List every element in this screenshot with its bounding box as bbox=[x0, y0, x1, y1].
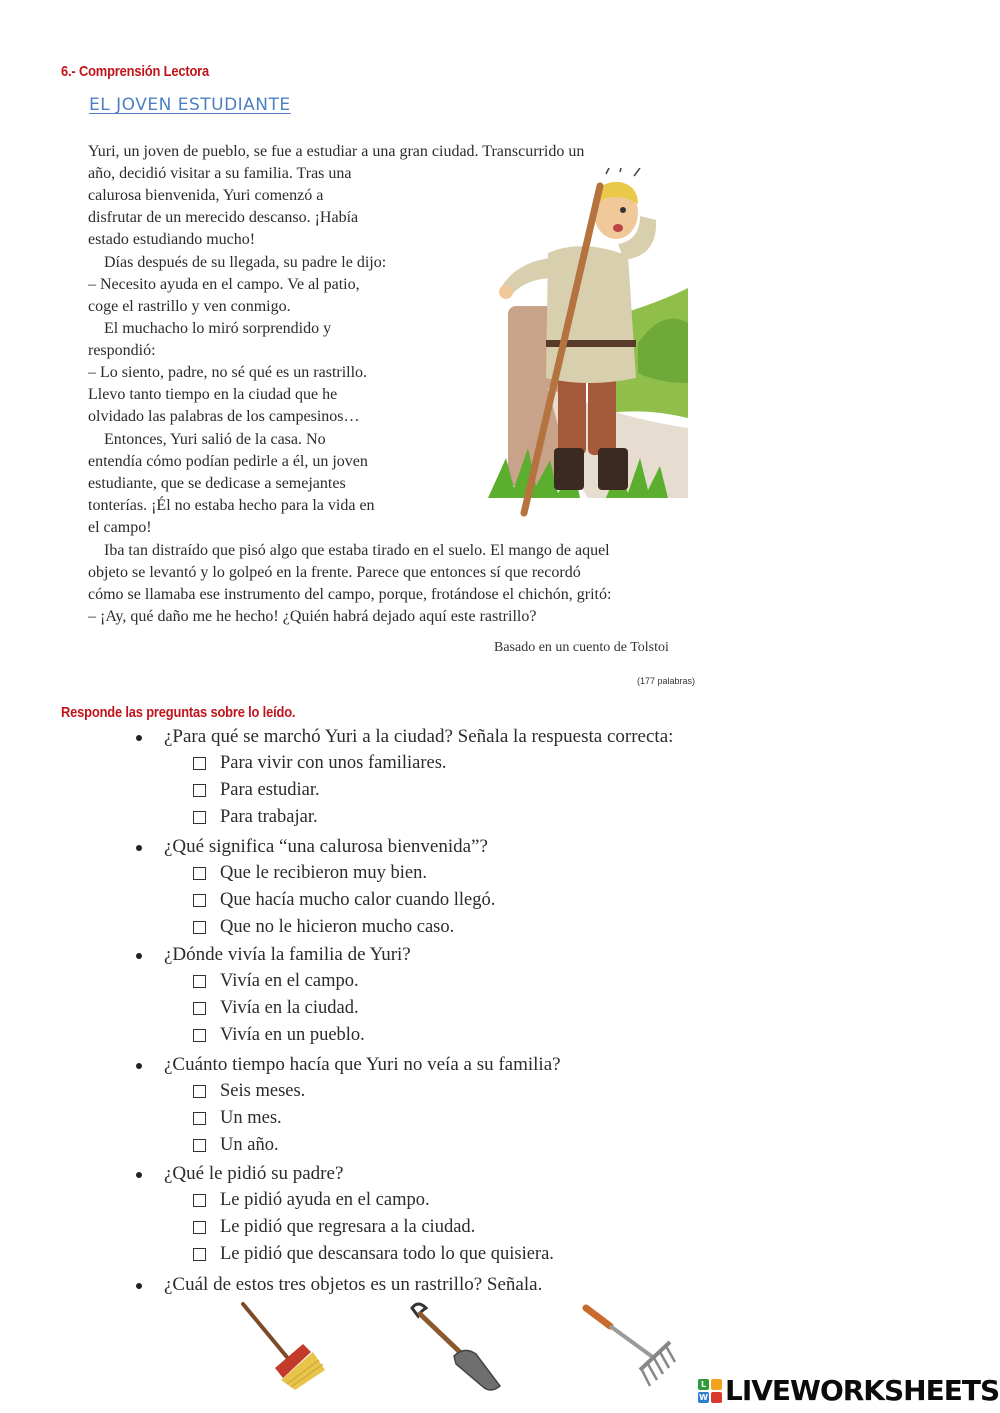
question-text: ¿Cuánto tiempo hacía que Yuri no veía a su familia? bbox=[164, 1054, 561, 1075]
option-label: Le pidió ayuda en el campo. bbox=[220, 1190, 430, 1210]
option-label: Un año. bbox=[220, 1135, 279, 1156]
question-text: ¿Qué le pidió su padre? bbox=[164, 1163, 344, 1184]
story-line: – Necesito ayuda en el campo. Ve al patio, bbox=[88, 276, 360, 293]
story-line: Llevo tanto tiempo en la ciudad que he bbox=[88, 386, 338, 403]
bullet-icon bbox=[136, 845, 142, 851]
story-line: Días después de su llegada, su padre le dijo: bbox=[104, 254, 387, 271]
question-text: ¿Cuál de estos tres objetos es un rastrillo? Señala. bbox=[164, 1274, 543, 1295]
checkbox[interactable] bbox=[193, 867, 206, 880]
yuri-illustration bbox=[488, 168, 688, 523]
story-line: el campo! bbox=[88, 519, 152, 536]
word-count: (177 palabras) bbox=[637, 676, 696, 686]
bullet-icon bbox=[136, 1283, 142, 1289]
checkbox[interactable] bbox=[193, 811, 206, 824]
option-label: Le pidió que descansara todo lo que quisiera. bbox=[220, 1244, 554, 1265]
story-line: objeto se levantó y lo golpeó en la frente. Parece que entonces sí que recordó bbox=[88, 564, 581, 581]
section-title: 6.- Comprensión Lectora bbox=[61, 63, 210, 80]
question-text: ¿Para qué se marchó Yuri a la ciudad? Señala la respuesta correcta: bbox=[164, 726, 674, 747]
checkbox[interactable] bbox=[193, 1248, 206, 1261]
broom-icon[interactable] bbox=[235, 1298, 330, 1393]
option-label: Que no le hicieron mucho caso. bbox=[220, 917, 455, 938]
rake-icon[interactable] bbox=[586, 1308, 675, 1386]
story-line: – ¡Ay, qué daño me he hecho! ¿Quién habrá dejado aquí este rastrillo? bbox=[88, 608, 537, 625]
option-label: Seis meses. bbox=[220, 1081, 306, 1101]
logo-grid-icon: L W bbox=[698, 1379, 722, 1403]
option-label: Que hacía mucho calor cuando llegó. bbox=[220, 890, 496, 911]
story-line: cómo se llamaba ese instrumento del campo, porque, frotándose el chichón, gritó: bbox=[88, 586, 612, 603]
story-line: Iba tan distraído que pisó algo que estaba tirado en el suelo. El mango de aquel bbox=[104, 542, 610, 559]
questions-prompt: Responde las preguntas sobre lo leído. bbox=[61, 704, 296, 721]
checkbox[interactable] bbox=[193, 1221, 206, 1234]
option-label: Le pidió que regresara a la ciudad. bbox=[220, 1217, 476, 1238]
story-line: Entonces, Yuri salió de la casa. No bbox=[104, 431, 326, 448]
story-title: EL JOVEN ESTUDIANTE bbox=[89, 95, 291, 115]
question-text: ¿Qué significa “una calurosa bienvenida”? bbox=[164, 836, 488, 857]
story-line: coge el rastrillo y ven conmigo. bbox=[88, 298, 291, 315]
option-label: Para trabajar. bbox=[220, 807, 318, 828]
checkbox[interactable] bbox=[193, 1085, 206, 1098]
checkbox[interactable] bbox=[193, 921, 206, 934]
bullet-icon bbox=[136, 953, 142, 959]
story-line: olvidado las palabras de los campesinos… bbox=[88, 408, 360, 425]
checkbox[interactable] bbox=[193, 1194, 206, 1207]
option-label: Vivía en el campo. bbox=[220, 971, 359, 991]
checkbox[interactable] bbox=[193, 1029, 206, 1042]
story-line: Yuri, un joven de pueblo, se fue a estudiar a una gran ciudad. Transcurrido un bbox=[88, 143, 585, 160]
checkbox[interactable] bbox=[193, 1112, 206, 1125]
story-line: entendía cómo podían pedirle a él, un joven bbox=[88, 453, 368, 470]
story-line: calurosa bienvenida, Yuri comenzó a bbox=[88, 187, 324, 204]
story-line: – Lo siento, padre, no sé qué es un rastrillo. bbox=[88, 364, 368, 381]
checkbox[interactable] bbox=[193, 784, 206, 797]
option-label: Que le recibieron muy bien. bbox=[220, 863, 428, 883]
checkbox[interactable] bbox=[193, 975, 206, 988]
option-label: Para vivir con unos familiares. bbox=[220, 753, 447, 773]
bullet-icon bbox=[136, 1172, 142, 1178]
liveworksheets-logo bbox=[698, 1375, 998, 1407]
story-line: tonterías. ¡Él no estaba hecho para la vida en bbox=[88, 497, 375, 514]
bullet-icon bbox=[136, 1063, 142, 1069]
logo-wordmark: LIVEWORKSHEETS bbox=[725, 1374, 1000, 1407]
checkbox[interactable] bbox=[193, 757, 206, 770]
story-line: disfrutar de un merecido descanso. ¡Había bbox=[88, 209, 359, 226]
story-line: estudiante, que se dedicase a semejantes bbox=[88, 475, 346, 492]
option-label: Para estudiar. bbox=[220, 780, 320, 801]
question-text: ¿Dónde vivía la familia de Yuri? bbox=[164, 944, 411, 965]
story-line: respondió: bbox=[88, 342, 156, 359]
option-label: Vivía en un pueblo. bbox=[220, 1025, 365, 1046]
checkbox[interactable] bbox=[193, 894, 206, 907]
bullet-icon bbox=[136, 735, 142, 741]
story-line: El muchacho lo miró sorprendido y bbox=[104, 320, 332, 337]
story-line: año, decidió visitar a su familia. Tras una bbox=[88, 165, 352, 182]
option-label: Un mes. bbox=[220, 1108, 282, 1129]
story-line: estado estudiando mucho! bbox=[88, 231, 256, 248]
story-credit: Basado en un cuento de Tolstoi bbox=[494, 640, 669, 655]
option-label: Vivía en la ciudad. bbox=[220, 998, 359, 1019]
checkbox[interactable] bbox=[193, 1002, 206, 1015]
shovel-icon[interactable] bbox=[412, 1304, 500, 1390]
checkbox[interactable] bbox=[193, 1139, 206, 1152]
